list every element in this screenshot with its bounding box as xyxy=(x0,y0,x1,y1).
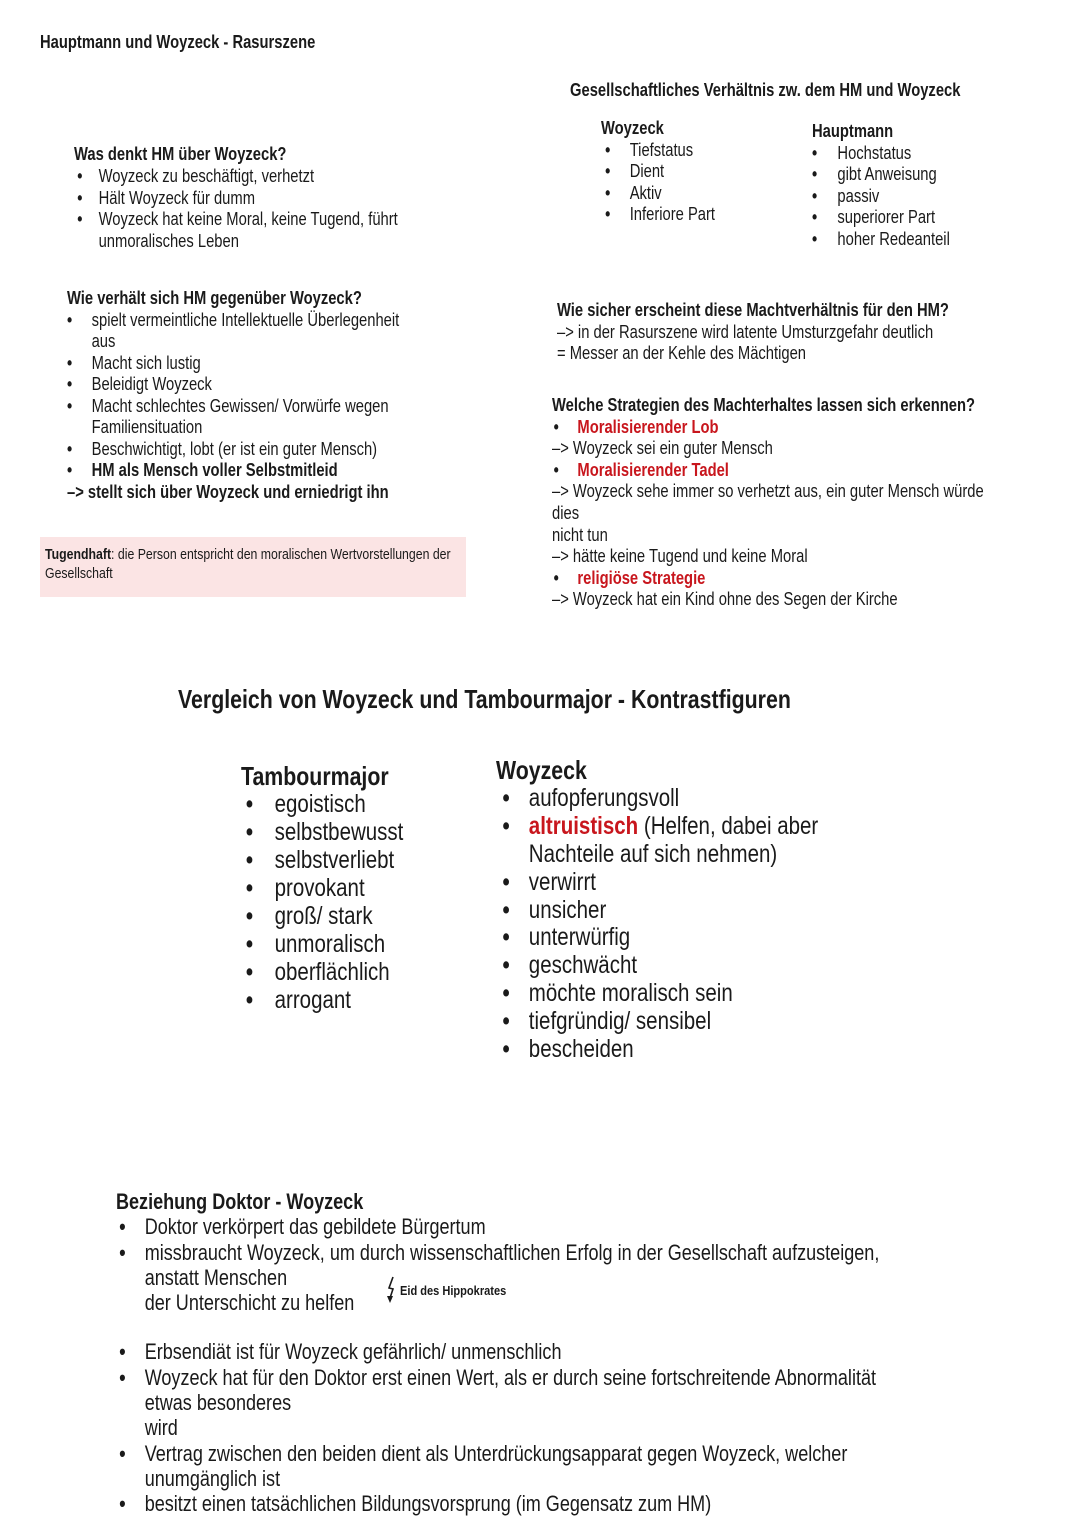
wie-verhaelt-list xyxy=(67,310,399,504)
doktor-list-b xyxy=(116,1339,906,1516)
wie-sicher-list xyxy=(557,322,949,365)
list-item xyxy=(241,986,403,1014)
list-item xyxy=(241,846,403,874)
list-item-text: Hochstatus xyxy=(837,142,912,163)
list-item xyxy=(496,785,818,813)
list-item xyxy=(74,209,398,253)
list-item-text: verwirrt xyxy=(528,867,596,896)
list-item-text: –> stellt sich über Woyzeck und erniedrigt ihn xyxy=(67,481,389,502)
list-item xyxy=(496,813,818,869)
list-item-text: –> Woyzeck sei ein guter Mensch xyxy=(552,438,773,459)
list-item xyxy=(601,140,715,162)
list-item xyxy=(74,166,398,188)
list-item xyxy=(74,188,398,210)
list-item-text: aufopferungsvoll xyxy=(528,783,680,812)
list-item-text: (Helfen, dabei aber Nachteile auf sich nehmen) xyxy=(528,811,819,868)
list-item-text: besitzt einen tatsächlichen Bildungsvorsprung (im Gegensatz zum HM) xyxy=(144,1491,712,1517)
hippokrates-label: Eid des Hippokrates xyxy=(400,1282,507,1298)
was-denkt-list xyxy=(74,166,398,253)
verhaeltnis-hauptmann xyxy=(812,121,950,251)
list-item-text: tiefgründig/ sensibel xyxy=(528,1007,712,1036)
list-item xyxy=(67,353,399,375)
list-item-text: passiv xyxy=(837,185,880,206)
list-item xyxy=(552,460,985,482)
list-item-text: –> Woyzeck sehe immer so verhetzt aus, ein guter Mensch würde dies nicht tun xyxy=(552,481,984,545)
hauptmann-heading: Hauptmann xyxy=(812,121,894,141)
list-item xyxy=(67,310,399,353)
list-item xyxy=(812,164,950,186)
list-item-text: Aktiv xyxy=(629,182,662,203)
list-item xyxy=(557,343,949,365)
list-item-text: arrogant xyxy=(274,986,351,1014)
vergleich-title: Vergleich von Woyzeck und Tambourmajor - Kontrastfiguren xyxy=(178,684,791,714)
list-item xyxy=(241,930,403,958)
list-item xyxy=(116,1491,906,1516)
list-item-text: Hält Woyzeck für dumm xyxy=(98,187,255,208)
list-item xyxy=(496,897,818,925)
list-item xyxy=(241,818,403,846)
list-item xyxy=(552,438,985,460)
list-item-text: Woyzeck zu beschäftigt, verhetzt xyxy=(98,165,315,186)
list-item-text: bescheiden xyxy=(528,1035,634,1064)
list-item-text: –> hätte keine Tugend und keine Moral xyxy=(552,546,808,567)
list-item xyxy=(552,589,985,611)
list-item xyxy=(241,874,403,902)
list-item-text: missbraucht Woyzeck, um durch wissenschaftlichen Erfolg in der Gesellschaft aufzusteigen, anstatt Menschen der Unterschicht zu helfen xyxy=(144,1239,880,1316)
hauptmann-status-list xyxy=(812,143,950,251)
list-item xyxy=(552,546,985,568)
list-item xyxy=(496,924,818,952)
wie-verhaelt-heading: Wie verhält sich HM gegenüber Woyzeck? xyxy=(67,288,362,308)
section-doktor xyxy=(116,1189,906,1517)
highlight-term: altruistisch xyxy=(528,811,639,840)
list-item xyxy=(241,790,403,818)
list-item-text: Tiefstatus xyxy=(629,139,694,160)
list-item-text: Beschwichtigt, lobt (er ist ein guter Mensch) xyxy=(91,438,378,459)
list-item-text: Macht schlechtes Gewissen/ Vorwürfe wegen Familiensituation xyxy=(91,395,389,437)
list-item xyxy=(557,322,949,344)
list-item xyxy=(812,143,950,165)
list-item xyxy=(116,1441,906,1492)
list-item xyxy=(67,439,399,461)
list-item-text: HM als Mensch voller Selbstmitleid xyxy=(91,460,338,480)
list-item-text: = Messer an der Kehle des Mächtigen xyxy=(557,343,807,364)
list-item-text: geschwächt xyxy=(528,951,638,980)
list-item xyxy=(496,952,818,980)
tambourmajor-traits xyxy=(241,790,403,1014)
tambourmajor-column xyxy=(241,762,403,1014)
list-item-text: –> in der Rasurszene wird latente Umsturzgefahr deutlich xyxy=(557,321,934,342)
list-item-text: Moralisierender Tadel xyxy=(577,459,729,480)
list-item-text: provokant xyxy=(274,874,365,902)
list-item xyxy=(552,481,985,546)
woyzeck-status-list xyxy=(601,140,715,226)
list-item-text: oberflächlich xyxy=(274,958,390,986)
list-item-text: möchte moralisch sein xyxy=(528,979,733,1008)
list-item xyxy=(601,161,715,183)
list-item xyxy=(601,183,715,205)
list-item-text: unterwürfig xyxy=(528,923,631,952)
wie-sicher-heading: Wie sicher erscheint diese Machtverhältnis für den HM? xyxy=(557,300,949,320)
list-item-text: Beleidigt Woyzeck xyxy=(91,374,212,394)
list-item-text: Moralisierender Lob xyxy=(577,416,719,437)
list-item xyxy=(812,207,950,229)
list-item-text: groß/ stark xyxy=(274,902,373,930)
doktor-heading: Beziehung Doktor - Woyzeck xyxy=(116,1189,364,1214)
section-wie-verhaelt xyxy=(67,288,399,503)
list-item-text: unmoralisch xyxy=(274,930,386,958)
list-item-text: religiöse Strategie xyxy=(577,567,706,588)
list-item xyxy=(67,482,399,504)
list-item xyxy=(496,1036,818,1064)
list-item xyxy=(67,374,399,396)
list-item-text: Erbsendiät ist für Woyzeck gefährlich/ unmenschlich xyxy=(144,1339,562,1365)
list-item-text: Woyzeck hat keine Moral, keine Tugend, führt unmoralisches Leben xyxy=(98,209,398,252)
list-item-text: gibt Anweisung xyxy=(837,164,937,185)
strategien-list xyxy=(552,417,985,611)
list-item xyxy=(552,568,985,590)
list-item-text: Inferiore Part xyxy=(629,204,716,225)
list-item-text: Doktor verkörpert das gebildete Bürgertum xyxy=(144,1214,486,1240)
list-item xyxy=(241,958,403,986)
tambourmajor-heading: Tambourmajor xyxy=(241,761,389,791)
definition-term: Tugendhaft xyxy=(45,546,112,563)
verhaeltnis-heading: Gesellschaftliches Verhältnis zw. dem HM und Woyzeck xyxy=(570,80,961,100)
hippokrates-annotation xyxy=(386,1276,525,1304)
lightning-arrow-icon xyxy=(386,1276,396,1304)
list-item-text: –> Woyzeck hat ein Kind ohne des Segen der Kirche xyxy=(552,589,898,610)
list-item xyxy=(601,204,715,226)
section-strategien xyxy=(552,395,985,611)
woyzeck-traits xyxy=(496,785,818,1064)
list-item-text: Dient xyxy=(629,161,665,182)
definition-body: : die Person entspricht den moralischen Wertvorstellungen der Gesellschaft xyxy=(45,546,451,582)
list-item-text: Vertrag zwischen den beiden dient als Unterdrückungsapparat gegen Woyzeck, welcher unumgänglich ist xyxy=(144,1440,848,1491)
woyzeck-column xyxy=(496,757,818,1064)
list-item xyxy=(116,1339,906,1364)
list-item xyxy=(496,1008,818,1036)
list-item xyxy=(496,980,818,1008)
list-item xyxy=(812,186,950,208)
list-item-text: superiorer Part xyxy=(837,207,936,228)
list-item-text: Woyzeck hat für den Doktor erst einen Wert, als er durch seine fortschreitende Abnormalität etwas besonderes wird xyxy=(144,1364,877,1441)
list-item xyxy=(67,460,399,482)
list-item xyxy=(496,869,818,897)
list-item-text: spielt vermeintliche Intellektuelle Überlegenheit aus xyxy=(91,309,400,351)
list-item xyxy=(812,229,950,251)
list-item xyxy=(67,396,399,439)
list-item xyxy=(116,1214,906,1239)
woyzeck-heading: Woyzeck xyxy=(601,118,664,138)
woyzeck-traits-heading: Woyzeck xyxy=(496,755,587,785)
list-item-text: unsicher xyxy=(528,895,607,924)
definition-text xyxy=(45,545,451,583)
list-item xyxy=(552,417,985,439)
verhaeltnis-woyzeck xyxy=(601,118,715,226)
was-denkt-heading: Was denkt HM über Woyzeck? xyxy=(74,144,287,164)
list-item xyxy=(116,1365,906,1441)
section-wie-sicher xyxy=(557,300,949,365)
list-item xyxy=(241,902,403,930)
list-item-text: selbstverliebt xyxy=(274,846,395,874)
strategien-heading: Welche Strategien des Machterhaltes lassen sich erkennen? xyxy=(552,395,976,415)
list-item-text: selbstbewusst xyxy=(274,818,404,846)
list-item-text: hoher Redeanteil xyxy=(837,228,950,249)
list-item-text: Macht sich lustig xyxy=(91,352,201,373)
page-title: Hauptmann und Woyzeck - Rasurszene xyxy=(40,32,316,52)
list-item-text: egoistisch xyxy=(274,790,366,818)
section-was-denkt xyxy=(74,144,398,253)
